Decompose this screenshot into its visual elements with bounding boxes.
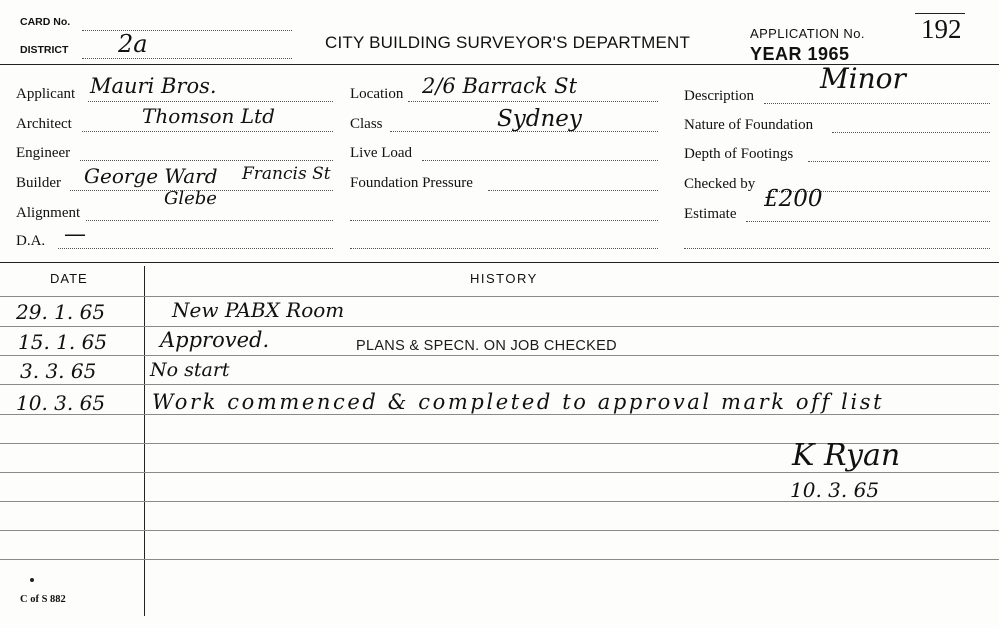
architect-line [82,131,333,132]
engineer-label: Engineer [16,145,71,161]
card-no-label: CARD No. [20,16,71,28]
location-label: Location [350,86,404,102]
history-top-divider [0,262,999,263]
location-line [408,101,658,102]
ruled-line [0,530,999,531]
middle-blank-line-2 [350,248,658,249]
ruled-line [0,384,999,385]
application-no-underline [915,13,965,14]
right-blank-line [684,248,990,249]
application-no-label: APPLICATION No. [750,26,865,41]
ruled-line [0,355,999,356]
history-entry-date: 3. 3. 65 [20,359,97,383]
card-no-line [82,30,292,31]
application-no-value: 192 [921,14,962,44]
punch-dot [30,578,34,582]
da-value: — [64,222,86,247]
year-label: YEAR 1965 [750,44,850,64]
ruled-line [0,559,999,560]
architect-value: Thomson Ltd [142,104,275,128]
checked-by-label: Checked by [684,176,756,192]
applicant-value: Mauri Bros. [90,74,217,98]
builder-label: Builder [16,175,61,191]
ruled-line [0,414,999,415]
builder-value-extra: Francis St [242,164,331,184]
builder-value-line2: Glebe [164,188,217,209]
date-column-divider [144,266,145,616]
signature-date: 10. 3. 65 [790,478,880,502]
engineer-line [80,160,333,161]
nature-of-foundation-label: Nature of Foundation [684,117,814,133]
alignment-label: Alignment [16,205,81,221]
district-value: 2a [118,30,148,58]
nature-of-foundation-line [832,132,990,133]
checked-stamp: PLANS & SPECN. ON JOB CHECKED [356,338,617,354]
foundation-pressure-label: Foundation Pressure [350,175,473,191]
depth-of-footings-label: Depth of Footings [684,146,794,162]
live-load-label: Live Load [350,145,413,161]
depth-of-footings-line [808,161,990,162]
history-entry-date: 29. 1. 65 [16,300,106,324]
alignment-line [86,220,333,221]
history-entry-text: No start [150,359,230,381]
da-line [58,248,333,249]
description-label: Description [684,88,754,104]
history-entry-text: New PABX Room [172,298,345,322]
estimate-label: Estimate [684,206,737,222]
form-code: C of S 882 [20,594,66,605]
builder-value: George Ward [84,164,218,188]
da-label: D.A. [16,233,46,249]
ruled-line [0,296,999,297]
class-value: Sydney [497,106,582,132]
applicant-label: Applicant [16,86,76,102]
description-line [764,103,990,104]
middle-blank-line-1 [350,220,658,221]
ruled-line [0,326,999,327]
class-label: Class [350,116,383,132]
history-column-header: HISTORY [470,271,538,286]
history-entry-date: 15. 1. 65 [18,330,108,354]
estimate-line [746,221,990,222]
live-load-line [422,160,658,161]
department-title: CITY BUILDING SURVEYOR'S DEPARTMENT [325,33,691,52]
location-value: 2/6 Barrack St [422,74,578,98]
date-column-header: DATE [50,271,88,286]
district-label: DISTRICT [20,44,69,56]
foundation-pressure-line [488,190,658,191]
signature: K Ryan [792,438,901,473]
history-entry-text: Work commenced & completed to approval mark off list [152,390,885,414]
architect-label: Architect [16,116,72,132]
history-entry-text: Approved. [160,328,270,352]
district-line [82,58,292,59]
estimate-value: £200 [764,186,823,212]
description-value: Minor [820,62,906,95]
history-entry-date: 10. 3. 65 [16,391,106,415]
applicant-line [88,101,333,102]
